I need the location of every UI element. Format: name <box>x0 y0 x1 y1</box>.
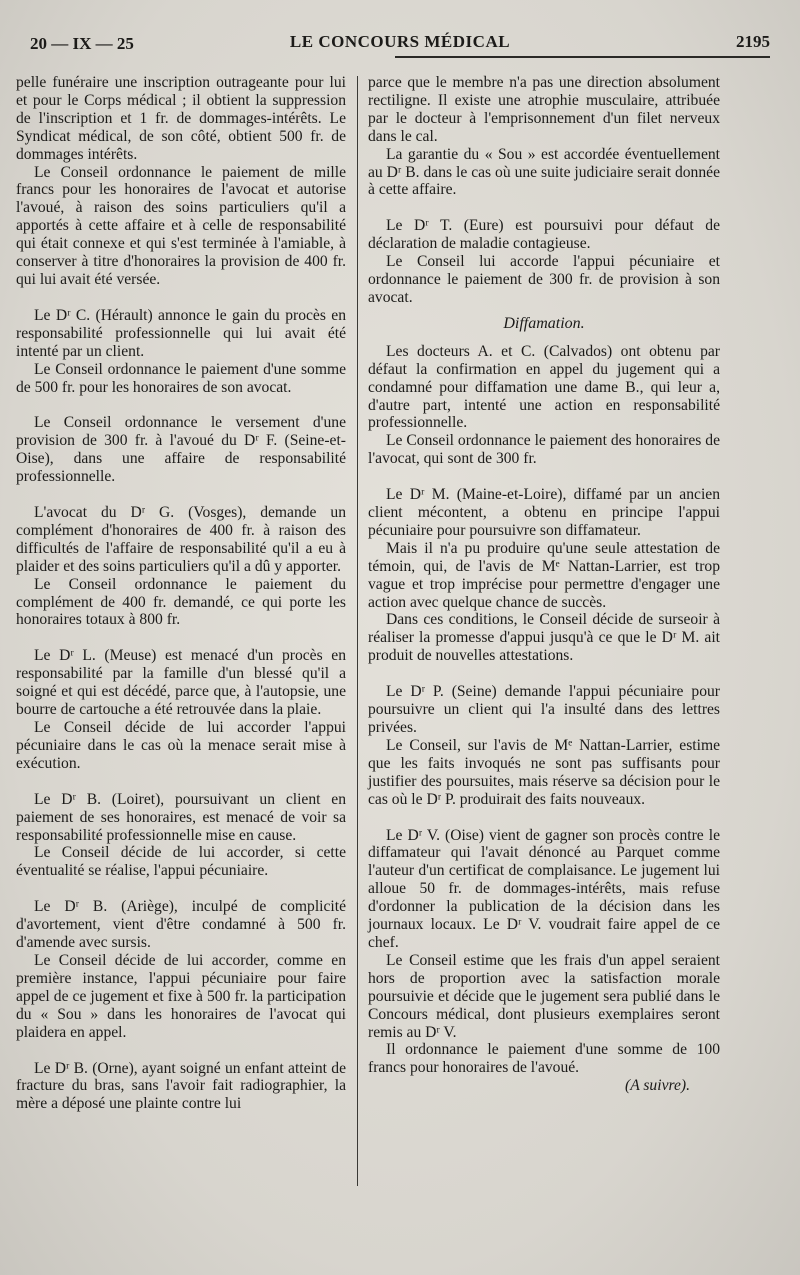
spacer <box>16 880 346 898</box>
spacer <box>16 396 346 414</box>
column-divider <box>357 76 358 1186</box>
paragraph: pelle funéraire une inscription outrageante pour lui et pour le Corps médical ; il obtient la suppression de l'inscription et 1 fr. de dommages-intérêts. Le Syndicat médical, de son côté, obtient 500 fr. de dommages intérêts. <box>16 74 346 163</box>
paragraph: Dans ces conditions, le Conseil décide de surseoir à réaliser la promesse d'appui jusqu'à ce que le Dʳ M. ait produit de nouvelles attestations. <box>368 611 720 665</box>
paragraph: La garantie du « Sou » est accordée éventuellement au Dʳ B. dans le cas où une suite judiciaire serait donnée à cette affaire. <box>368 145 720 199</box>
paragraph: Le Conseil, sur l'avis de Mᵉ Nattan-Larrier, estime que les faits invoqués ne sont pas suffisants pour justifier des poursuites, mais réserve sa décision pour le cas où le Dʳ P. produirait des faits nouveaux. <box>368 736 720 808</box>
page-number: 2195 <box>736 32 770 51</box>
paragraph: Il ordonnance le paiement d'une somme de 100 francs pour honoraires de l'avoué. <box>368 1041 720 1077</box>
paragraph: Le Conseil estime que les frais d'un appel seraient hors de proportion avec la satisfaction morale poursuivie et décide que le jugement sera publié dans le Concours médical, dont plusieurs exemplaires seront remis au Dʳ V. <box>368 951 720 1041</box>
paragraph: Le Dʳ B. (Orne), ayant soigné un enfant atteint de fracture du bras, sans l'avoir fait radiographier, la mère a déposé une plainte contre lui <box>16 1059 346 1113</box>
paragraph: Le Conseil ordonnance le paiement d'une somme de 500 fr. pour les honoraires de son avocat. <box>16 360 346 396</box>
to-be-continued: (A suivre). <box>625 1077 690 1095</box>
spacer <box>16 773 346 791</box>
left-column <box>16 74 346 1113</box>
paragraph: Le Conseil ordonnance le paiement du complément de 400 fr. demandé, ce qui porte les honoraires totaux à 800 fr. <box>16 575 346 629</box>
paragraph: Le Dʳ V. (Oise) vient de gagner son procès contre le diffamateur qui l'avait dénoncé au Parquet comme l'auteur d'un certificat de complaisance. Le jugement lui alloue 50 fr. de dommages-intérêts, mais refuse d'ordonner la publication de la décision dans les journaux locaux. Le Dʳ V. voudrait faire appel de ce chef. <box>368 826 720 951</box>
paragraph: Le Dʳ B. (Loiret), poursuivant un client en paiement de ses honoraires, est menacé de voir sa responsabilité professionnelle mise en cause. <box>16 790 346 844</box>
paragraph: Le Conseil décide de lui accorder, comme en première instance, l'appui pécuniaire pour faire appel de ce jugement et fixe à 500 fr. la participation du « Sou » dans les honoraires de l'avocat qui plaidera en appel. <box>16 951 346 1041</box>
paragraph: Le Dʳ C. (Hérault) annonce le gain du procès en responsabilité professionnelle qui lui avait été intenté par un client. <box>16 306 346 360</box>
spacer <box>368 468 720 486</box>
section-heading: Diffamation. <box>503 314 585 332</box>
spacer <box>368 199 720 217</box>
paragraph: Le Dʳ B. (Ariège), inculpé de complicité d'avortement, vient d'être condamné à 500 fr. d'amende avec sursis. <box>16 898 346 952</box>
spacer <box>368 665 720 683</box>
paragraph: Le Dʳ L. (Meuse) est menacé d'un procès en responsabilité par la famille d'un blessé qu'il a soigné et qui est décédé, parce que, à l'autopsie, une bourre de cartouche a été retrouvée dans la plaie. <box>16 647 346 719</box>
paragraph: Le Conseil ordonnance le paiement des honoraires de l'avocat, qui sont de 300 fr. <box>368 432 720 468</box>
paragraph: Le Dʳ T. (Eure) est poursuivi pour défaut de déclaration de maladie contagieuse. <box>368 217 720 253</box>
right-column <box>368 74 720 1095</box>
page-header <box>30 30 770 56</box>
journal-title: LE CONCOURS MÉDICAL <box>289 32 511 51</box>
spacer <box>368 809 720 827</box>
paragraph: Le Dʳ M. (Maine-et-Loire), diffamé par un ancien client mécontent, a obtenu en principe l'appui pécuniaire pour poursuivre son diffamateur. <box>368 486 720 539</box>
paragraph: Le Conseil ordonnance le paiement de mille francs pour les honoraires de l'avocat et autorise l'avoué, à raison des soins particuliers qu'il a apportés à cette affaire et à celle de responsabilité qui était connexe et qui s'est terminée à l'amiable, à conserver à titre d'honoraires la provision de 400 fr. qui lui avait été versée. <box>16 163 346 288</box>
spacer <box>16 289 346 307</box>
spacer <box>16 1042 346 1060</box>
paragraph: Le Conseil lui accorde l'appui pécuniaire et ordonnance le paiement de 300 fr. de provision à son avocat. <box>368 253 720 306</box>
paragraph: parce que le membre n'a pas une direction absolument rectiligne. Il existe une atrophie musculaire, attribuée par le docteur à l'emprisonnement d'un filet nerveux dans le cal. <box>368 74 720 145</box>
paragraph: Les docteurs A. et C. (Calvados) ont obtenu par défaut la confirmation en appel du jugement qui a condamné pour diffamation une dame B., qui leur a, d'autre part, intenté une action en responsabilité professionnelle. <box>368 342 720 432</box>
paragraph: Le Conseil décide de lui accorder, si cette éventualité se réalise, l'appui pécuniaire. <box>16 844 346 880</box>
paragraph: Le Conseil décide de lui accorder l'appui pécuniaire dans le cas où la menace serait mise à exécution. <box>16 719 346 772</box>
spacer <box>16 629 346 647</box>
paragraph: Le Dʳ P. (Seine) demande l'appui pécuniaire pour poursuivre un client qui l'a insulté dans des lettres privées. <box>368 683 720 736</box>
issue-date: 20 — IX — 25 <box>30 34 134 53</box>
header-rule <box>395 56 770 58</box>
paragraph: L'avocat du Dʳ G. (Vosges), demande un complément d'honoraires de 400 fr. à raison des difficultés de l'affaire de responsabilité qu'il a eu à plaider et des soins particuliers qu'il a dû y apporter. <box>16 504 346 575</box>
paragraph: Le Conseil ordonnance le versement d'une provision de 300 fr. à l'avoué du Dʳ F. (Seine-et-Oise), dans une affaire de responsabilité professionnelle. <box>16 414 346 486</box>
spacer <box>16 486 346 504</box>
paragraph: Mais il n'a pu produire qu'une seule attestation de témoin, qui, de l'avis de Mᵉ Nattan-Larrier, est trop vague et trop imprécise pour permettre d'engager une action avec quelque chance de succès. <box>368 539 720 611</box>
